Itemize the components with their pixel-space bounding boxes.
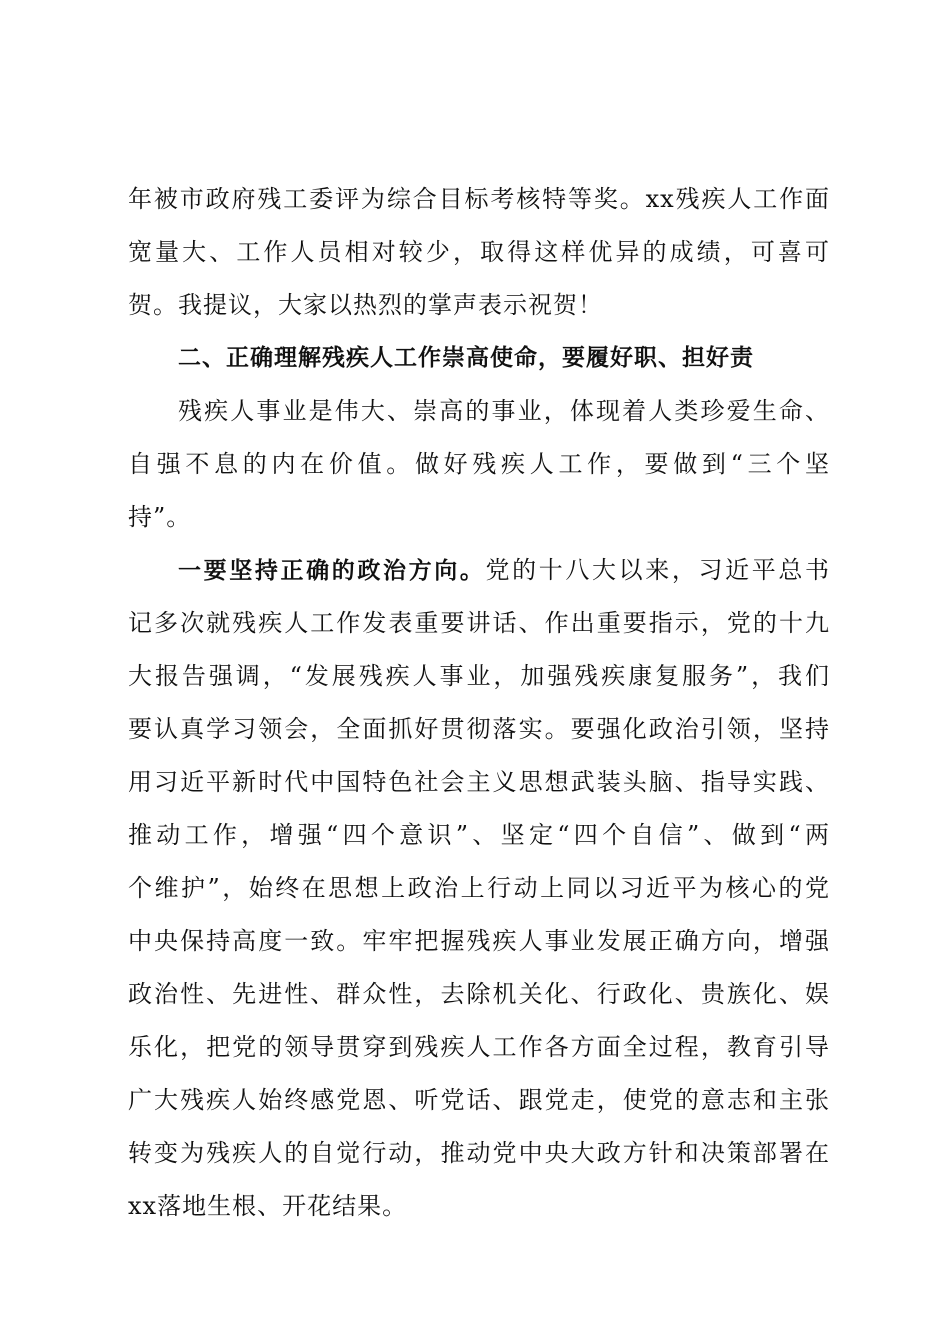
paragraph-3-lead-sentence: 一要坚持正确的政治方向。: [178, 558, 486, 584]
paragraph-3-first-line-text: 党的十八大以来，习近平总书: [485, 556, 830, 584]
paragraph-3-line-10: 乐化，把党的领导贯穿到残疾人工作各方面全过程，教育引导: [128, 1033, 830, 1061]
paragraph-3-line-8: 中央保持高度一致。牢牢把握残疾人事业发展正确方向，增强: [128, 927, 830, 955]
paragraph-1-line-1: 年被市政府残工委评为综合目标考核特等奖。xx残疾人工作面: [128, 185, 830, 213]
paragraph-3-line-11: 广大残疾人始终感党恩、听党话、跟党走，使党的意志和主张: [128, 1086, 830, 1114]
paragraph-2-line-3: 持”。: [128, 503, 192, 531]
paragraph-3-line-13: xx落地生根、开花结果。: [128, 1192, 408, 1220]
paragraph-2-line-1: 残疾人事业是伟大、崇高的事业，体现着人类珍爱生命、: [178, 397, 830, 425]
paragraph-3-line-6: 推动工作，增强“四个意识”、坚定“四个自信”、做到“两: [128, 821, 830, 849]
paragraph-1-line-3: 贺。我提议，大家以热烈的掌声表示祝贺！: [128, 291, 603, 319]
section-heading-2: 二、正确理解残疾人工作崇高使命，要履好职、担好责: [178, 345, 754, 371]
paragraph-3-line-5: 用习近平新时代中国特色社会主义思想武装头脑、指导实践、: [128, 768, 830, 796]
paragraph-3-line-4: 要认真学习领会，全面抓好贯彻落实。要强化政治引领，坚持: [128, 715, 830, 743]
paragraph-3-line-1: [128, 544, 830, 597]
paragraph-3-line-7: 个维护”，始终在思想上政治上行动上同以习近平为核心的党: [128, 874, 830, 902]
paragraph-2-line-2: 自强不息的内在价值。做好残疾人工作，要做到“三个坚: [128, 450, 830, 478]
paragraph-3-line-3: 大报告强调，“发展残疾人事业，加强残疾康复服务”，我们: [128, 662, 830, 690]
document-body: [128, 173, 830, 1233]
paragraph-3-line-9: 政治性、先进性、群众性，去除机关化、行政化、贵族化、娱: [128, 980, 830, 1008]
paragraph-1-line-2: 宽量大、工作人员相对较少，取得这样优异的成绩，可喜可: [128, 238, 830, 266]
paragraph-3-line-12: 转变为残疾人的自觉行动，推动党中央大政方针和决策部署在: [128, 1139, 830, 1167]
paragraph-3-line-2: 记多次就残疾人工作发表重要讲话、作出重要指示，党的十九: [128, 609, 830, 637]
